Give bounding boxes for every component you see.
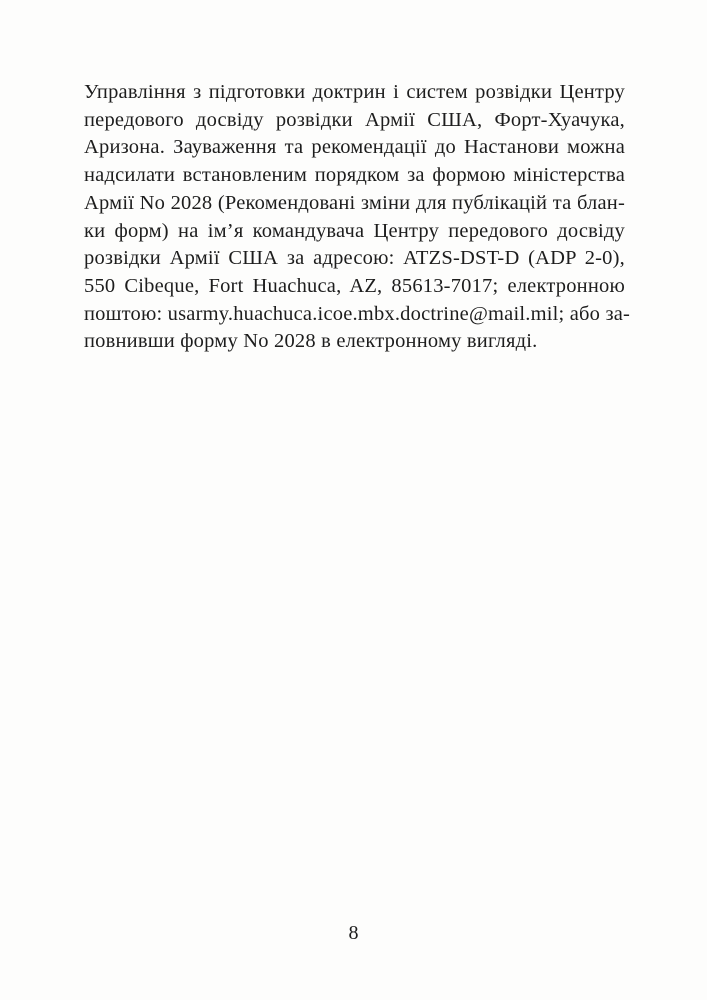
body-paragraph <box>84 79 631 356</box>
text-line: Армії No 2028 (Рекомендовані зміни для публікацій та блан- <box>84 191 625 214</box>
page-number: 8 <box>348 922 359 944</box>
text-line: надсилати встановленим порядком за формою міністерства <box>84 164 625 187</box>
text-line: поштою: usarmy.huachuca.icoe.mbx.doctrine@mail.mil; або за- <box>84 302 631 325</box>
text-line: 550 Cibeque, Fort Huachuca, AZ, 85613-7017; електронною <box>84 274 625 297</box>
text-line: розвідки Армії США за адресою: ATZS-DST-D (ADP 2-0), <box>84 247 625 270</box>
text-line: Аризона. Зауваження та рекомендації до Настанови можна <box>84 136 625 159</box>
text-line: Управління з підготовки доктрин і систем розвідки Центру <box>84 81 625 103</box>
text-line: повнивши форму No 2028 в електронному вигляді. <box>84 330 538 353</box>
text-line: ки форм) на ім’я командувача Центру передового досвіду <box>84 219 625 242</box>
text-line: передового досвіду розвідки Армії США, Форт-Хуачука, <box>84 108 625 131</box>
